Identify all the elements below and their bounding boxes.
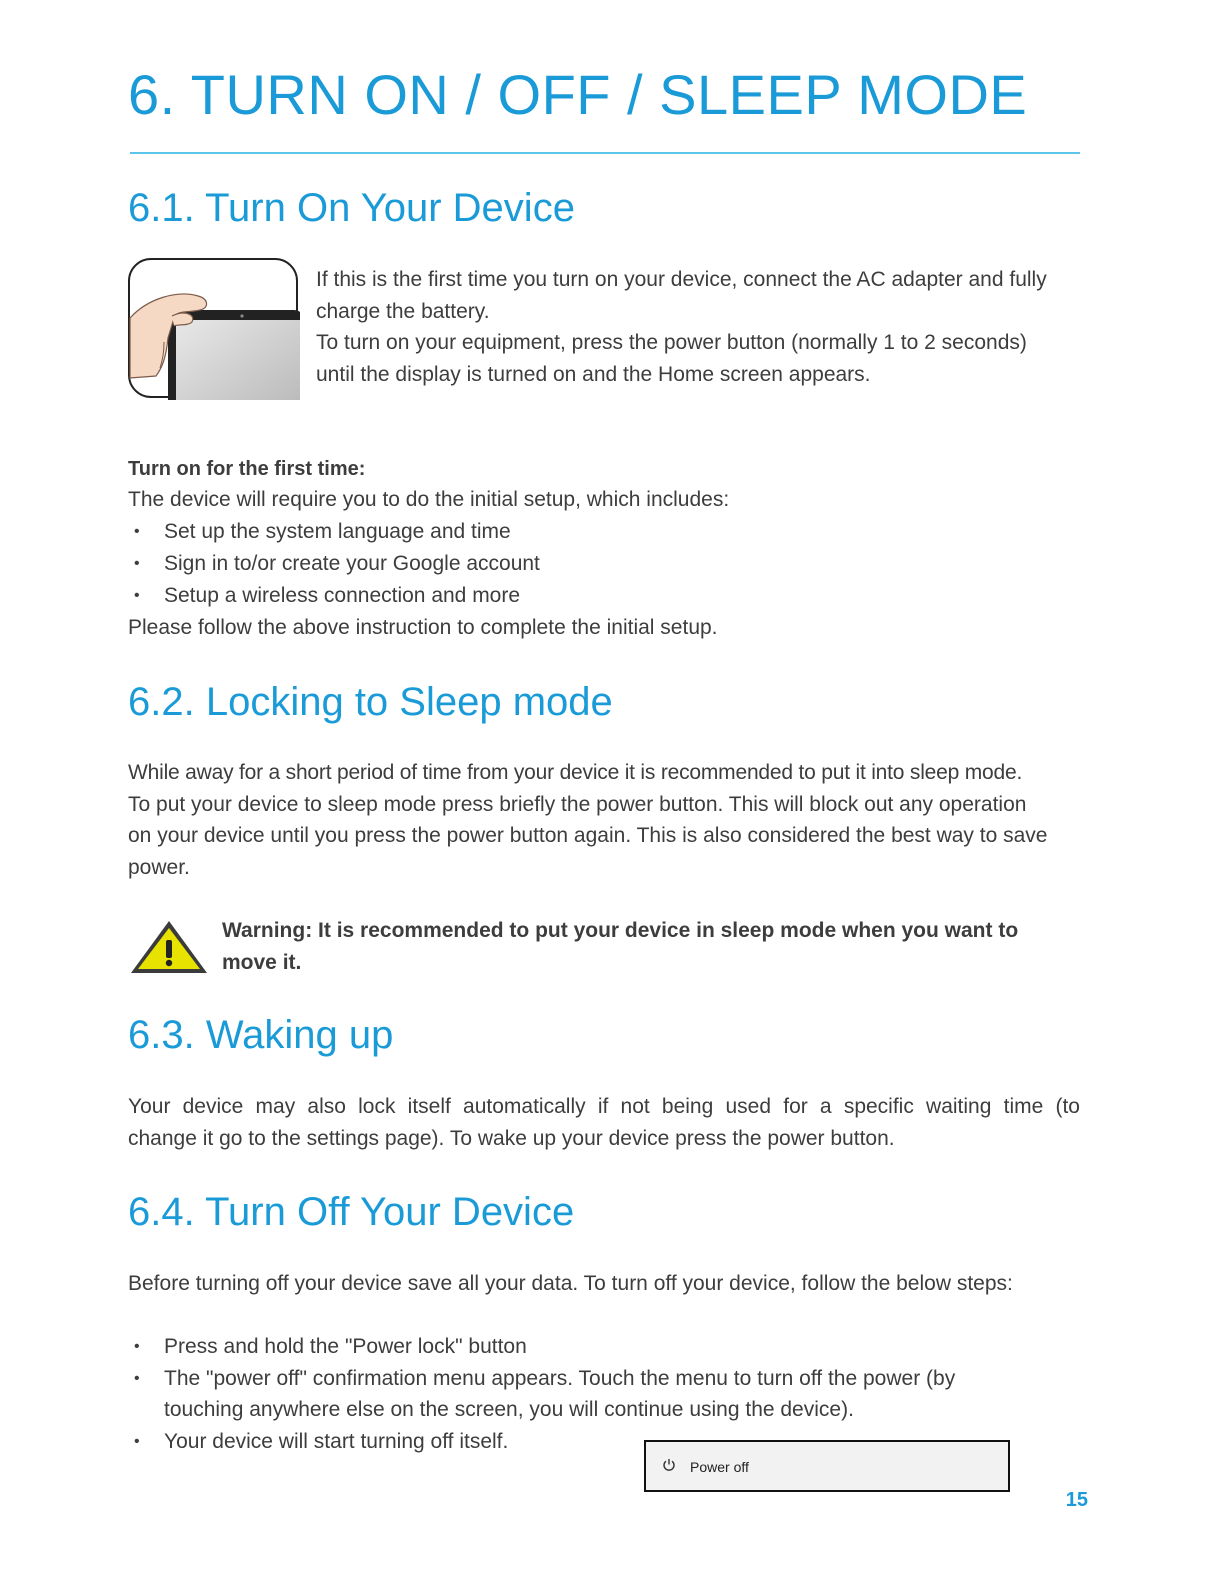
setup-outro: Please follow the above instruction to complete the initial setup. [128, 616, 718, 639]
waking-line-1: Your device may also lock itself automatically if not being used for a specific waiting time (to [128, 1095, 1080, 1118]
intro-line-4: until the display is turned on and the Home screen appears. [316, 363, 871, 386]
list-item: • Setup a wireless connection and more [164, 580, 520, 612]
page-number: 15 [1065, 1489, 1088, 1511]
list-item: • Sign in to/or create your Google account [164, 548, 540, 580]
warning-triangle-icon [128, 918, 210, 976]
power-off-label: Power off [690, 1459, 749, 1475]
bullet: • [134, 555, 140, 572]
power-icon [662, 1458, 676, 1477]
section-heading-turn-off: 6.4. Turn Off Your Device [128, 1190, 575, 1234]
sleep-line-3: on your device until you press the power button again. This is also considered the best way to save [128, 824, 1048, 847]
hand-pressing-tablet-icon [128, 258, 300, 400]
intro-line-3: To turn on your equipment, press the power button (normally 1 to 2 seconds) [316, 331, 1027, 354]
turn-off-intro: Before turning off your device save all your data. To turn off your device, follow the below steps: [128, 1272, 1013, 1295]
waking-line-2: change it go to the settings page). To wake up your device press the power button. [128, 1127, 895, 1150]
warning-line-1: Warning: It is recommended to put your device in sleep mode when you want to [222, 919, 1019, 942]
bullet: • [134, 523, 140, 540]
bullet: • [134, 587, 140, 604]
warning-line-2: move it. [222, 951, 302, 974]
list-item: • Press and hold the "Power lock" button [164, 1331, 527, 1363]
bullet: • [134, 1433, 140, 1450]
section-heading-turn-on: 6.1. Turn On Your Device [128, 186, 575, 230]
intro-line-2: charge the battery. [316, 300, 490, 323]
setup-intro: The device will require you to do the initial setup, which includes: [128, 488, 730, 511]
section-heading-waking: 6.3. Waking up [128, 1013, 394, 1057]
list-item: • The "power off" confirmation menu appears. Touch the menu to turn off the power (by [164, 1363, 955, 1395]
section-heading-sleep: 6.2. Locking to Sleep mode [128, 680, 613, 724]
first-time-heading: Turn on for the first time: [128, 458, 366, 480]
list-item: • Set up the system language and time [164, 516, 511, 548]
sleep-line-4: power. [128, 856, 190, 879]
list-item: • Your device will start turning off itself. [164, 1426, 508, 1458]
intro-line-1: If this is the first time you turn on your device, connect the AC adapter and fully [316, 268, 1047, 291]
bullet: • [134, 1338, 140, 1355]
bullet: • [134, 1370, 140, 1387]
power-off-menu-illustration [644, 1440, 1010, 1492]
page-title: 6. TURN ON / OFF / SLEEP MODE [128, 63, 1028, 126]
sleep-line-2: To put your device to sleep mode press briefly the power button. This will block out any operation [128, 793, 1027, 816]
title-divider [130, 152, 1080, 154]
list-item-continuation: touching anywhere else on the screen, you will continue using the device). [164, 1398, 854, 1421]
sleep-line-1: While away for a short period of time from your device it is recommended to put it into sleep mode. [128, 761, 1023, 784]
